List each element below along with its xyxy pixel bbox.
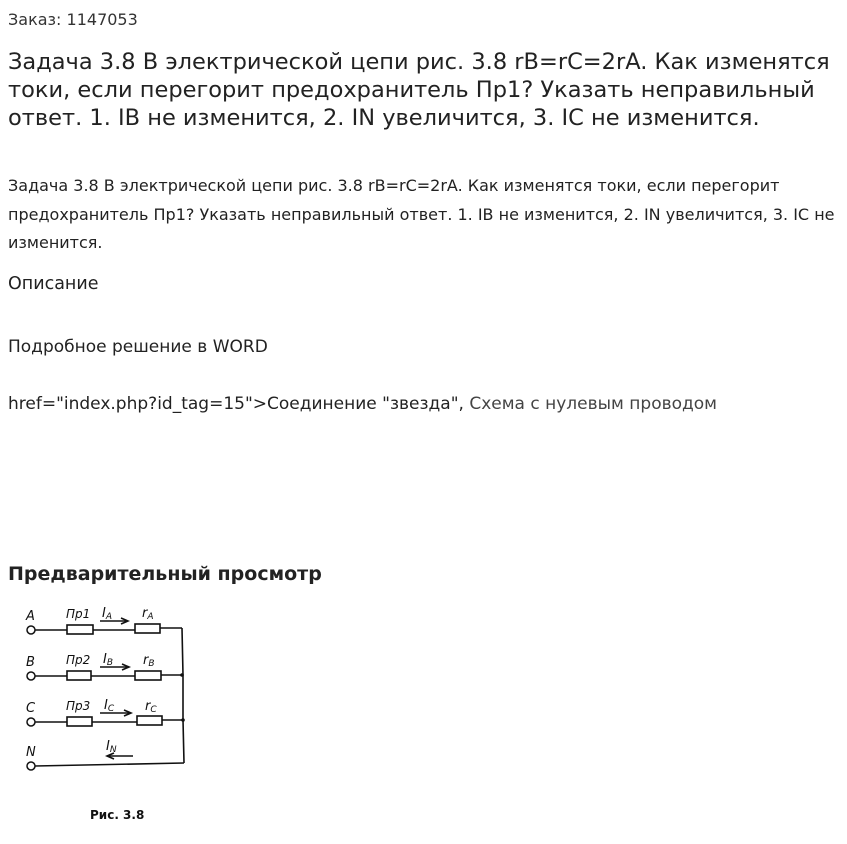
- label-terminal-b: B: [26, 655, 35, 670]
- resistor-rb: [135, 671, 161, 680]
- fuse-pr3: [67, 717, 92, 726]
- fuse-pr1: [67, 625, 93, 634]
- preview-heading: Предварительный просмотр: [8, 563, 322, 585]
- label-terminal-c: C: [26, 701, 36, 716]
- task-title: Задача 3.8 В электрической цепи рис. 3.8 rB=rC=2rA. Как изменятся токи, если перегорит предохранитель Пр1? Указать неправильный ответ. 1. IB не изменится, 2. IN увеличится, 3. IC не изменится.: [8, 49, 830, 131]
- resistor-rc: [137, 716, 162, 725]
- terminal-c: [27, 718, 35, 726]
- order-number: [8, 10, 138, 29]
- node-c: [181, 718, 185, 722]
- description-section-label: Описание: [8, 274, 99, 294]
- label-current-b: IB: [103, 652, 114, 668]
- circuit-figure: [20, 600, 220, 834]
- label-fuse-pr1: Пр1: [66, 607, 91, 621]
- order-label: Заказ:: [8, 10, 62, 29]
- label-terminal-n: N: [26, 745, 36, 760]
- label-resistor-a: rA: [142, 606, 154, 622]
- task-description: Задача 3.8 В электрической цепи рис. 3.8 rB=rC=2rA. Как изменятся токи, если перегорит предохранитель Пр1? Указать неправильный ответ. 1. IB не изменится, 2. IN увеличится, 3. IC не изменится.: [8, 176, 835, 252]
- label-fuse-pr2: Пр2: [66, 653, 91, 667]
- label-resistor-c: rC: [145, 699, 157, 715]
- star-point-bus: [182, 628, 184, 763]
- circuit-diagram: [20, 600, 220, 830]
- order-value: 1147053: [66, 10, 138, 29]
- tags-line: [8, 394, 717, 414]
- label-resistor-b: rB: [143, 653, 155, 669]
- terminal-n: [27, 762, 35, 770]
- label-fuse-pr3: Пр3: [66, 699, 91, 713]
- terminal-a: [27, 626, 35, 634]
- solution-note: Подробное решение в WORD: [8, 337, 268, 357]
- label-current-n: IN: [106, 739, 117, 755]
- terminal-b: [27, 672, 35, 680]
- figure-caption: Рис. 3.8: [90, 808, 145, 822]
- fuse-pr2: [67, 671, 91, 680]
- wire-neutral: [35, 763, 184, 766]
- resistor-ra: [135, 624, 160, 633]
- tags-raw-text: href="index.php?id_tag=15">Соединение "звезда",: [8, 394, 464, 414]
- tag-link-neutral-wire[interactable]: Схема с нулевым проводом: [469, 394, 717, 414]
- label-terminal-a: A: [26, 609, 35, 624]
- node-b: [180, 673, 184, 677]
- label-current-c: IC: [104, 698, 115, 714]
- label-current-a: IA: [102, 606, 113, 622]
